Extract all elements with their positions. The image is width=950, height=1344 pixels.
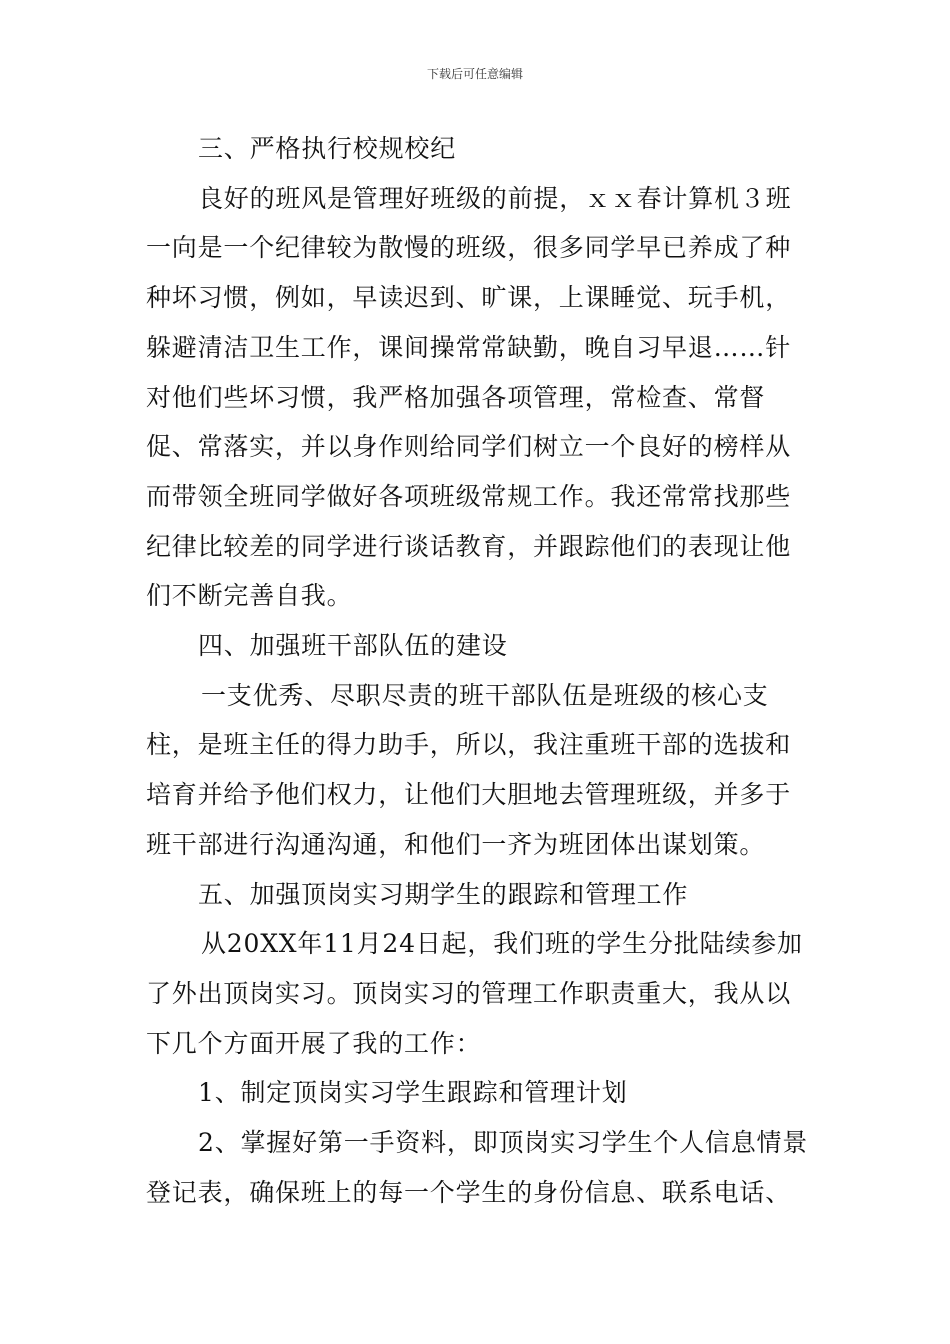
paragraph-internship: 从20XX年11月24日起，我们班的学生分批陆续参加了外出顶岗实习。顶岗实习的管理工作职责重大，我从以下几个方面开展了我的工作：: [146, 929, 803, 1058]
document-body: [146, 124, 814, 1217]
page-header: 下载后可任意编辑: [426, 67, 523, 81]
paragraph-class-discipline: 良好的班风是管理好班级的前提，ｘｘ春计算机３班一向是一个纪律较为散慢的班级，很多同学早已养成了种种坏习惯，例如，早读迟到、旷课，上课睡觉、玩手机，躲避清洁卫生工作，课间操常常缺勤，晚自习早退……针对他们些坏习惯，我严格加强各项管理，常检查、常督促、常落实，并以身作则给同学们树立一个良好的榜样从而带领全班同学做好各项班级常规工作。我还常常找那些纪律比较差的同学进行谈话教育，并跟踪他们的表现让他们不断完善自我。: [146, 183, 792, 611]
section-heading-class-cadres: 四、加强班干部队伍的建设: [198, 631, 508, 661]
list-item-plan: 1、制定顶岗实习学生跟踪和管理计划: [198, 1078, 628, 1108]
paragraph-class-cadres: 一支优秀、尽职尽责的班干部队伍是班级的核心支柱，是班主任的得力助手，所以，我注重班干部的选拔和培育并给予他们权力，让他们大胆地去管理班级，并多于班干部进行沟通沟通，和他们一齐为班团体出谋划策。: [146, 680, 792, 859]
section-heading-internship: 五、加强顶岗实习期学生的跟踪和管理工作: [198, 879, 689, 909]
section-heading-discipline: 三、严格执行校规校纪: [198, 134, 457, 163]
list-item-records: 2、掌握好第一手资料，即顶岗实习学生个人信息情景登记表，确保班上的每一个学生的身份信息、联系电话、: [146, 1128, 809, 1207]
